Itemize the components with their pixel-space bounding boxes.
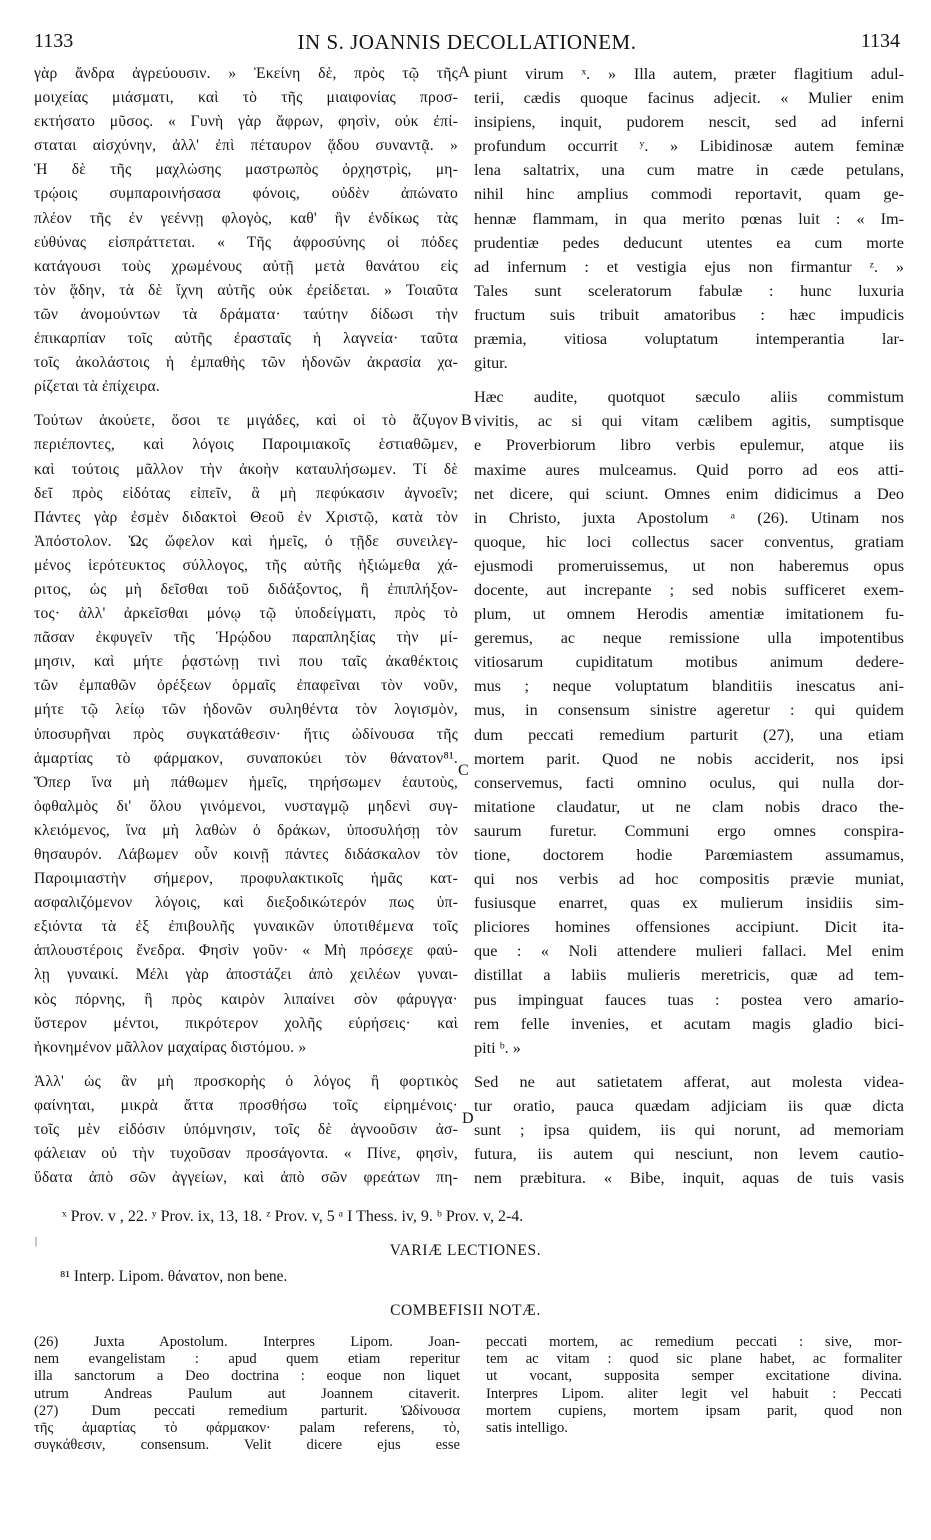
text-line: tem ac vitam : quod sic plane habet, ac formaliter bbox=[486, 1351, 902, 1368]
text-line: lena saltatrix, una cum matre in cæde petulans, bbox=[474, 161, 904, 180]
text-line: mus ; neque voluptatum blanditiis inescatus ani- bbox=[474, 677, 904, 696]
text-line: utrum Andreas Paulum aut Joannem citaverit. bbox=[34, 1385, 460, 1402]
text-line: ad infernum : et vestigia ejus non firmantur ᶻ. » bbox=[474, 257, 904, 276]
text-line: gitur. bbox=[474, 354, 508, 373]
text-line: præmia, vitiosa voluptatum intemperantia lar- bbox=[474, 330, 904, 349]
paragraph bbox=[34, 409, 458, 1060]
text-line: φαίνηται, μικρὰ ἄττα προσθήσω τοῖς εἰρημένοις· bbox=[34, 1096, 458, 1114]
text-line: peccati mortem, ac remedium peccati : sive, mor- bbox=[486, 1334, 902, 1350]
greek-column bbox=[34, 62, 458, 1190]
text-line: piunt virum ˣ. » Illa autem, præter flagitium adul- bbox=[474, 65, 904, 83]
text-line: Interpres Lipom. aliter legit vel habuit : Peccati bbox=[486, 1385, 902, 1402]
text-line: distillat a labiis mulieris meretricis, quæ ad tem- bbox=[474, 966, 904, 985]
text-line: futura, iis autem qui nesciunt, non levem cautio- bbox=[474, 1145, 904, 1164]
text-line: sunt ; ipsa quidem, iis qui norunt, ad memoriam bbox=[474, 1121, 904, 1140]
paragraph-gap bbox=[474, 1060, 904, 1070]
text-line: maxime aures mulceamus. Quid porro ad eos atti- bbox=[474, 460, 904, 479]
text-line: πᾶσαν ἐκφυγεῖν τῆς Ἡρῴδου παραπληξίας τὴν μί- bbox=[34, 629, 458, 647]
text-line: satis intelligo. bbox=[486, 1420, 568, 1437]
paragraph bbox=[474, 62, 904, 375]
text-line: geremus, ac neque remissione ulla impotentibus bbox=[474, 629, 904, 648]
text-line: in Christo, juxta Apostolum ᵃ (26). Utinam nos bbox=[474, 508, 904, 527]
text-line: περιέποντες, καὶ λόγοις Παροιμιακοῖς ἑστιαθῶμεν, bbox=[34, 436, 458, 454]
paragraph-gap bbox=[474, 375, 904, 385]
text-line: Ὅπερ ἵνα μὴ πάθωμεν ἡμεῖς, τηρήσωμεν ἑαυτοὺς, bbox=[34, 773, 458, 791]
text-line: σταται αἰσχύνην, ἀλλ' ἐπὶ πέταυρον ᾅδου συναντᾷ. » bbox=[34, 137, 458, 155]
running-header bbox=[34, 30, 900, 60]
text-line: κὸς πόρνης, ἣ πρὸς καιρὸν λιπαίνει σὸν φάρυγγα· bbox=[34, 990, 458, 1008]
margin-letter-d: D bbox=[462, 1110, 474, 1127]
text-line: e Proverbiorum libro verbis epulemur, atque iis bbox=[474, 436, 904, 455]
text-line: prudentiæ pedes deducunt utentes ea cum morte bbox=[474, 233, 904, 252]
text-line: (26) Juxta Apostolum. Interpres Lipom. Joan- bbox=[34, 1334, 460, 1350]
text-line: μοιχείας μιάσματι, καὶ τὸ τῆς μιαιφονίας προσ- bbox=[34, 89, 458, 107]
text-line: insipiens, inquit, pudorem nescit, sed ad inferni bbox=[474, 113, 904, 132]
scripture-references: ˣ Prov. v , 22. ʸ Prov. ix, 13, 18. ᶻ Prov. v, 5 ᵃ I Thess. iv, 9. ᵇ Prov. v, 2-4. bbox=[62, 1208, 524, 1225]
text-line: ὑποσυρῆναι πρὸς συγκατάθεσιν· ἥτις ὠδίνουσα τῆς bbox=[34, 725, 458, 743]
text-line: docente, aut increpante ; sed nobis sufficeret exem- bbox=[474, 580, 904, 599]
text-line: dum peccati remedium parturit (27), una etiam bbox=[474, 725, 904, 744]
paragraph bbox=[474, 1070, 904, 1190]
text-line: nihil hinc amplius commodi reportavit, quam ge- bbox=[474, 185, 904, 204]
text-line: mortem parit. Quod ne nobis acciderit, nos ipsi bbox=[474, 749, 904, 768]
text-line: ἁπλουστέροις ἔνεδρα. Φησὶν γοῦν· « Μὴ πρόσεχε φαύ- bbox=[34, 942, 458, 960]
text-line: Παροιμιαστὴν σήμερον, προφυλακτικοῖς ἡμᾶς κατ- bbox=[34, 870, 458, 888]
text-line: Hæc audite, quotquot sæculo aliis commistum bbox=[474, 388, 904, 407]
margin-letter-a: A bbox=[458, 64, 470, 81]
text-line: quoque, hic loci collectus sacer conventus, gratiam bbox=[474, 532, 904, 551]
text-line: (27) Dum peccati remedium parturit. Ὠδίνουσα bbox=[34, 1402, 460, 1419]
margin-tick: | bbox=[35, 1236, 38, 1247]
text-line: nem evangelistam : apud quem etiam reperitur bbox=[34, 1351, 460, 1368]
text-line: μησιν, καὶ μήτε ῥᾳστώνῃ τινὶ που ταῖς ἀκαθέκτοις bbox=[34, 653, 458, 671]
text-line: profundum occurrit ʸ. » Libidinosæ autem feminæ bbox=[474, 137, 904, 156]
text-line: γὰρ ἄνδρα ἀγρεύουσιν. » Ἐκείνη δὲ, πρὸς τῷ τῆς bbox=[34, 65, 458, 82]
text-line: τος· ἀλλ' ἀρκεῖσθαι μόνῳ τῷ ὑποδείγματι, πρὸς τὸ bbox=[34, 605, 458, 623]
text-line: δεῖ πρὸς εἰδότας εἰπεῖν, ἃ μὴ πεφύκασιν ἀγνοεῖν; bbox=[34, 484, 458, 502]
latin-column bbox=[474, 62, 904, 1190]
paragraph bbox=[34, 1070, 458, 1190]
text-line: μήτε τῷ λείῳ τῶν ἡδονῶν συληθέντα τὸν λογισμὸν, bbox=[34, 701, 458, 719]
text-line: Ἀλλ' ὡς ἂν μὴ προσκορὴς ὁ λόγος ἢ φορτικὸς bbox=[34, 1072, 458, 1090]
text-line: vitiosarum cupiditatum motibus animum dedere- bbox=[474, 653, 904, 672]
text-line: Πάντες γὰρ ἐσμὲν διδακτοὶ Θεοῦ ἐν Χριστῷ, κατὰ τὸν bbox=[34, 508, 458, 526]
text-line: hennæ flammam, in qua merito pœnas luit : « Im- bbox=[474, 209, 904, 228]
notes-left-column bbox=[34, 1334, 460, 1454]
variae-entry: ⁸¹ Interp. Lipom. θάνατον, non bene. bbox=[60, 1268, 288, 1285]
text-line: tione, doctorem hodie Parœmiastem assumamus, bbox=[474, 846, 904, 864]
text-line: πλέον τῆς ἐν γεέννῃ φλογὸς, καθ' ἣν ἐνδίκως τὰς bbox=[34, 209, 458, 227]
text-line: net dicere, qui sciunt. Omnes enim didicimus a Deo bbox=[474, 484, 904, 503]
text-line: Ἡ δὲ τῆς μαχλώσης μαστρωπὸς ὀρχηστρὶς, μη- bbox=[34, 161, 458, 179]
text-line: θησαυρόν. Λάβωμεν οὖν κοινῇ πάντες διδάσκαλον τὸν bbox=[34, 846, 458, 863]
text-line: ρίζεται τὰ ἐπίχειρα. bbox=[34, 378, 160, 396]
notes-right-column bbox=[486, 1334, 902, 1437]
text-line: fusiusque enarret, quas ex mulierum insidiis sim- bbox=[474, 894, 904, 913]
text-line: ἐπικαρπίαν τοῖς αὐτῆς ἐρασταῖς ἡ λαγνεία· ταῦτα bbox=[34, 330, 458, 348]
text-line: mortem cupiens, mortem ipsam parit, quod non bbox=[486, 1402, 902, 1419]
text-line: terii, cædis quoque facinus adjecit. « Mulier enim bbox=[474, 89, 904, 108]
text-line: piti ᵇ. » bbox=[474, 1038, 521, 1057]
text-line: ὀφθαλμὸς δι' ὅλου γινόμενοι, νυσταγμῷ μηδενὶ συγ- bbox=[34, 797, 458, 815]
text-line: εκτήσατο μῦσος. « Γυνὴ γὰρ ἄφρων, φησὶν, οὐκ ἐπί- bbox=[34, 113, 458, 131]
text-line: ejusmodi promeruissemus, ut non haberemus opus bbox=[474, 556, 904, 575]
text-line: mus, in consensum sinistre ageretur : qui quidem bbox=[474, 701, 904, 720]
text-line: tur oratio, pauca quædam adjiciam iis quæ dicta bbox=[474, 1096, 904, 1115]
text-line: τρῴοις συμπαροινήσασα φόνοις, οὐδὲν ἀπώνατο bbox=[34, 185, 458, 203]
text-line: vivitis, ac si qui vitam cælibem agitis, sumptisque bbox=[474, 412, 904, 431]
text-line: ὕστερον μέντοι, πικρότερον χολῆς εὑρήσεις· καὶ bbox=[34, 1014, 458, 1032]
text-line: pus impinguat fauces tuas : postea vero amario- bbox=[474, 990, 904, 1009]
text-line: qui nos verbis ad hoc compositis prævie muniat, bbox=[474, 870, 904, 889]
notes-heading: COMBEFISII NOTÆ. bbox=[390, 1302, 541, 1319]
text-line: nem præbitura. « Bibe, inquit, aquas de tuis vasis bbox=[474, 1169, 904, 1188]
text-line: ασφαλιζόμενον λόγοις, καὶ διεξοδικώτερόν πως ὑπ- bbox=[34, 894, 458, 912]
text-line: rem felle invenies, et acutam magis gladio bici- bbox=[474, 1014, 904, 1033]
text-line: illa sanctorum a Deo doctrina : eoque non liquet bbox=[34, 1368, 460, 1385]
text-line: ἠκονημένον μᾶλλον μαχαίρας διστόμου. » bbox=[34, 1038, 307, 1056]
text-line: ἁμαρτίας τὸ φάρμακον, συναποκύει τὸν θάνατον⁸¹. bbox=[34, 749, 458, 767]
text-line: pliciores homines offensiones accipiunt. Dicit ita- bbox=[474, 918, 904, 937]
text-line: τοῖς ἀκολάστοις ἡ ἐμπαθὴς τῶν ἡδονῶν ἀκρασία χα- bbox=[34, 354, 458, 372]
text-line: τῶν ἀνομούντων τὰ δράματα· ταύτην δίδωσι τὴν bbox=[34, 305, 458, 323]
text-line: κατάγουσι τοὺς χρωμένους αὐτῇ μετὰ θανάτου εἰς bbox=[34, 257, 458, 275]
text-line: λῃ γυναικί. Μέλι γὰρ ἀποστάζει ἀπὸ χειλέων γυναι- bbox=[34, 966, 458, 984]
text-line: τοῖς μὲν εἰδόσιν ὑπόμνησιν, τοῖς δὲ ἀγνοοῦσιν ἀσ- bbox=[34, 1121, 458, 1139]
text-line: ut vocant, supposita semper excitatione divina. bbox=[486, 1368, 902, 1385]
text-line: τῶν ἐμπαθῶν ὀρέξεων ὁρμαῖς ἐπαφεῖναι τὸν νοῦν, bbox=[34, 677, 458, 695]
text-line: mitatione claudatur, ut ne clam nobis draco the- bbox=[474, 797, 904, 816]
text-line: conservemus, facti omnino oculus, qui nulla dor- bbox=[474, 773, 904, 792]
paragraph bbox=[474, 385, 904, 1060]
text-line: Sed ne aut satietatem afferat, aut molesta videa- bbox=[474, 1072, 904, 1091]
text-line: ὕδατα ἀπὸ σῶν ἀγγείων, καὶ ἀπὸ σῶν φρεάτων πη- bbox=[34, 1169, 458, 1187]
text-line: Τούτων ἀκούετε, ὅσοι τε μιγάδες, καὶ οἱ τὸ ἄζυγον bbox=[34, 412, 458, 430]
text-line: τῆς ἁμαρτίας τὸ φάρμακον· palam referens, τὸ, bbox=[34, 1420, 460, 1437]
text-line: συγκάθεσιν, consensum. Velit dicere ejus esse bbox=[34, 1437, 460, 1454]
text-line: ριτος, ὡς μὴ δεῖσθαι τοῦ διδάξοντος, ἢ ἐπιπλήξον- bbox=[34, 580, 458, 598]
text-line: Tales sunt sceleratorum fabulæ : hunc luxuria bbox=[474, 281, 904, 300]
text-line: εὐθύνας εἰσπράττεται. « Τῆς ἀφροσύνης οἱ πόδες bbox=[34, 233, 458, 251]
running-title: IN S. JOANNIS DECOLLATIONEM. bbox=[297, 30, 637, 54]
page-number-left: 1133 bbox=[34, 30, 74, 52]
paragraph-gap bbox=[34, 1060, 458, 1070]
paragraph bbox=[34, 62, 458, 399]
margin-letter-c: C bbox=[458, 762, 469, 779]
text-line: κλειόμενος, ἵνα μὴ λαθὼν ὁ δράκων, ὑποσυλήσῃ τὸν bbox=[34, 821, 458, 839]
text-line: εξιόντα τὰ ἐξ ἐπιβουλῆς γυναικῶν ὑποτιθέμενα τοῖς bbox=[34, 918, 458, 936]
text-line: fructum suis tribuit amatoribus : hæc impudicis bbox=[474, 305, 904, 324]
text-line: plum, ut omnem Herodis amentiæ imitationem fu- bbox=[474, 605, 904, 624]
text-line: μένος ἱερότευκτος σύλλογος, τῆς αὐτῆς ἠξιώμεθα χά- bbox=[34, 556, 458, 574]
variae-heading: VARIÆ LECTIONES. bbox=[389, 1242, 542, 1259]
paragraph-gap bbox=[34, 399, 458, 409]
text-line: Ἀπόστολον. Ὡς ὤφελον καὶ ἡμεῖς, ὁ τῇδε συνειλεγ- bbox=[34, 532, 458, 550]
text-line: φάλειαν οὐ τὴν τυχοῦσαν προσάγοντα. « Πίνε, φησὶν, bbox=[34, 1145, 458, 1163]
page-number-right: 1134 bbox=[860, 30, 900, 52]
text-line: καὶ τούτοις μᾶλλον τὴν ἀκοὴν καταυλήσωμεν. Τί δὲ bbox=[34, 460, 458, 478]
text-line: τὸν ᾅδην, τὰ δὲ ἴχνη αὐτῆς οὐκ ἐρείδεται. » Τοιαῦτα bbox=[34, 281, 458, 299]
margin-letter-b: B bbox=[461, 412, 472, 429]
text-line: saurum furetur. Communi ergo omnes conspira- bbox=[474, 821, 904, 840]
text-line: que : « Noli attendere mulieri fallaci. Mel enim bbox=[474, 942, 904, 961]
